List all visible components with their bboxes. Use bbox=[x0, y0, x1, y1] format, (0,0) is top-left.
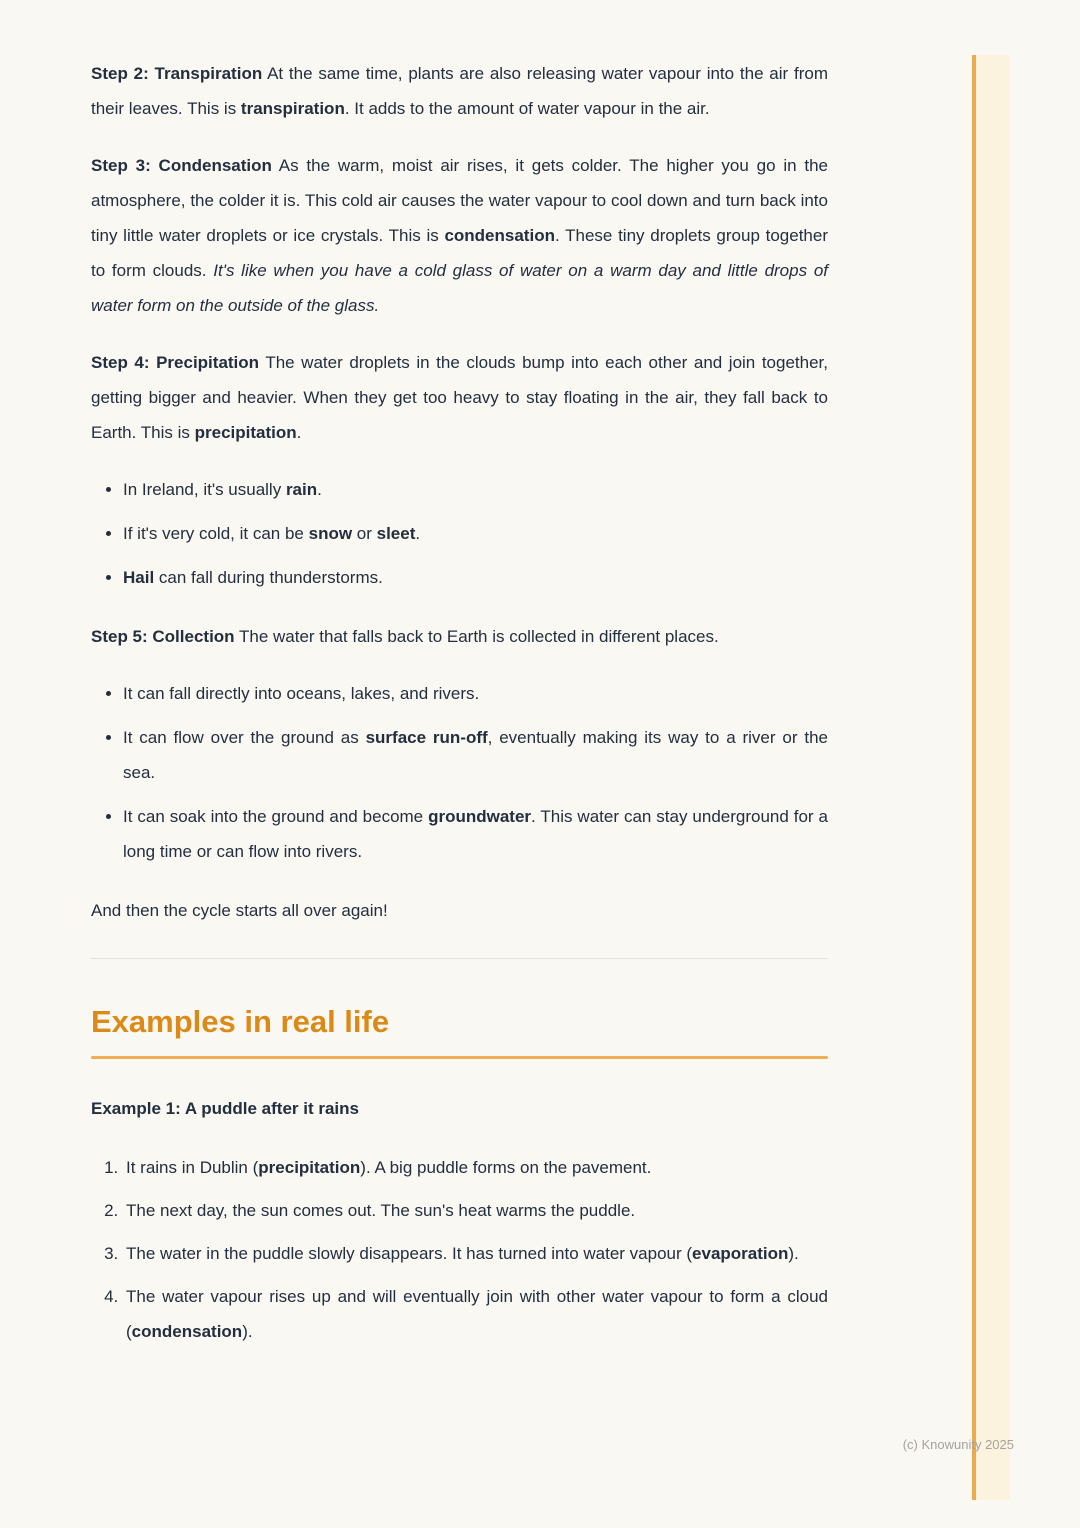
text: The water droplets in the clouds bump into each other and join together, getting bigger and heavier. When they get too heavy to stay floating in the air, they fall back to Earth. This is bbox=[91, 353, 828, 442]
text: The next day, the sun comes out. The sun's heat warms the puddle. bbox=[126, 1201, 636, 1221]
text: . bbox=[415, 524, 421, 543]
list-item bbox=[123, 1279, 828, 1349]
list-item bbox=[123, 560, 828, 595]
step-5-paragraph bbox=[91, 619, 828, 654]
list-item bbox=[123, 799, 828, 869]
bold-text: Step 4: Precipitation bbox=[91, 353, 260, 372]
text: If it's very cold, it can be bbox=[123, 524, 309, 543]
bold-text: rain bbox=[285, 480, 318, 499]
collection-places-list bbox=[91, 676, 828, 869]
step-4-paragraph bbox=[91, 345, 828, 450]
page-edge-stripe bbox=[972, 55, 1010, 1500]
step-3-paragraph bbox=[91, 148, 828, 323]
bold-text: condensation bbox=[444, 226, 555, 245]
text: At the same time, plants are also releasing water vapour into the air from their leaves. This is bbox=[91, 64, 828, 118]
text: . These tiny droplets group together to form clouds. bbox=[91, 226, 829, 280]
text: ). bbox=[788, 1244, 799, 1264]
bold-text: sleet bbox=[376, 524, 416, 543]
bold-text: Step 2: Transpiration bbox=[91, 64, 263, 83]
bold-text: Step 5: Collection bbox=[91, 627, 235, 646]
text: In Ireland, it's usually bbox=[123, 480, 286, 499]
precipitation-types-list bbox=[91, 472, 828, 595]
text: or bbox=[352, 524, 377, 543]
list-item bbox=[123, 516, 828, 551]
list-item bbox=[123, 676, 828, 711]
text: . bbox=[296, 423, 302, 442]
text: . bbox=[317, 480, 322, 499]
example-1-steps-list bbox=[91, 1150, 828, 1349]
examples-section-heading: Examples in real life bbox=[91, 1004, 390, 1039]
text: , eventually making its way to a river or the sea. bbox=[123, 728, 828, 782]
text: The water in the puddle slowly disappears. It has turned into water vapour ( bbox=[126, 1244, 693, 1264]
bold-text: transpiration bbox=[240, 99, 345, 118]
italic-text: It's like when you have a cold glass of water on a warm day and little drops of water form on the outside of the glass. bbox=[91, 261, 829, 315]
closing-paragraph: And then the cycle starts all over again! bbox=[91, 901, 388, 920]
bold-text: Hail bbox=[123, 568, 155, 587]
text: . It adds to the amount of water vapour in the air. bbox=[344, 99, 710, 118]
text: The water vapour rises up and will eventually join with other water vapour to form a cloud ( bbox=[126, 1287, 828, 1342]
list-item bbox=[123, 1193, 828, 1228]
step-2-paragraph bbox=[91, 56, 828, 126]
list-item bbox=[123, 472, 828, 507]
text: It rains in Dublin ( bbox=[126, 1158, 259, 1178]
bold-text: groundwater bbox=[428, 807, 532, 826]
document-content bbox=[91, 56, 828, 1357]
text: It can fall directly into oceans, lakes, and rivers. bbox=[123, 684, 480, 703]
list-item bbox=[123, 1150, 828, 1185]
bold-text: precipitation bbox=[194, 423, 297, 442]
bold-text: snow bbox=[308, 524, 353, 543]
text: As the warm, moist air rises, it gets colder. The higher you go in the atmosphere, the colder it is. This cold air causes the water vapour to cool down and turn back into tiny little water droplets or ice crystals. This is bbox=[91, 156, 828, 245]
text: can fall during thunderstorms. bbox=[154, 568, 383, 587]
list-item bbox=[123, 720, 828, 790]
text: It can soak into the ground and become bbox=[123, 807, 429, 826]
text: ). bbox=[242, 1322, 253, 1342]
copyright-watermark: (c) Knowunity 2025 bbox=[902, 1437, 1014, 1452]
example-1-title: Example 1: A puddle after it rains bbox=[91, 1099, 359, 1119]
text: . This water can stay underground for a long time or can flow into rivers. bbox=[123, 807, 828, 861]
text: The water that falls back to Earth is collected in different places. bbox=[234, 627, 719, 646]
bold-text: precipitation bbox=[258, 1158, 361, 1178]
bold-text: evaporation bbox=[692, 1244, 789, 1264]
bold-text: condensation bbox=[131, 1322, 243, 1342]
bold-text: surface run-off bbox=[365, 728, 488, 747]
bold-text: Step 3: Condensation bbox=[91, 156, 272, 175]
list-item bbox=[123, 1236, 828, 1271]
section-divider bbox=[91, 958, 828, 959]
heading-underline-rule bbox=[91, 1056, 828, 1059]
text: It can flow over the ground as bbox=[123, 728, 366, 747]
text: ). A big puddle forms on the pavement. bbox=[360, 1158, 652, 1178]
